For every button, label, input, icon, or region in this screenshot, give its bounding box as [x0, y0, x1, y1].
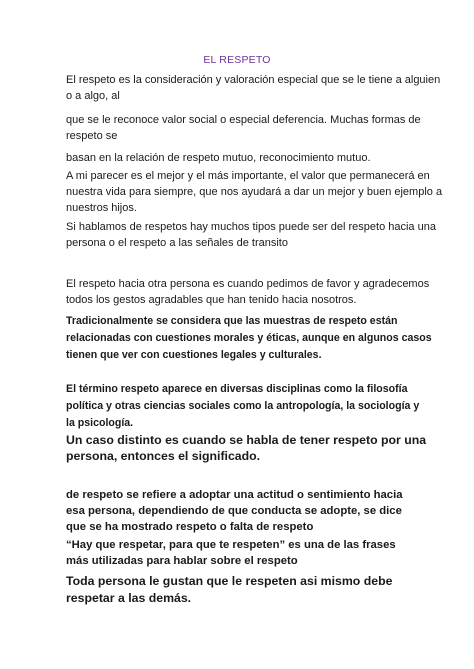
paragraph-line: de respeto se refiere a adoptar una actitud o sentimiento hacia — [66, 489, 403, 501]
paragraph-line: tienen que ver con cuestiones legales y culturales. — [66, 349, 322, 361]
document-title: EL RESPETO — [203, 54, 271, 66]
paragraph-8 — [66, 381, 420, 432]
paragraph-line: El respeto es la consideración y valoración especial que se le tiene a alguien — [66, 74, 441, 86]
paragraph-line: la psicología. — [66, 417, 134, 429]
paragraph-7 — [66, 313, 432, 364]
paragraph-4 — [66, 168, 443, 216]
paragraph-2 — [66, 112, 421, 144]
paragraph-line: basan en la relación de respeto mutuo, reconocimiento mutuo. — [66, 152, 371, 164]
paragraph-line: nuestros hijos. — [66, 202, 137, 214]
paragraph-line: Si hablamos de respetos hay muchos tipos puede ser del respeto hacia una — [66, 221, 436, 233]
paragraph-line: que se ha mostrado respeto o falta de respeto — [66, 521, 314, 533]
paragraph-6 — [66, 276, 430, 308]
paragraph-line: política y otras ciencias sociales como la antropología, la sociología y — [66, 400, 420, 412]
paragraph-3 — [66, 150, 412, 166]
paragraph-line: persona o el respeto a las señales de transito — [66, 237, 288, 249]
paragraph-line: todos los gestos agradables que han tenido hacia nosotros. — [66, 294, 357, 306]
paragraph-line: A mi parecer es el mejor y el más importante, el valor que permanecerá en — [66, 170, 430, 182]
paragraph-line: nuestra vida para siempre, que nos ayudará a dar un mejor y buen ejemplo a — [66, 186, 443, 198]
paragraph-line: El respeto hacia otra persona es cuando pedimos de favor y agradecemos — [66, 278, 430, 290]
paragraph-10 — [66, 487, 412, 535]
paragraph-11 — [66, 537, 412, 569]
paragraph-5 — [66, 219, 436, 251]
paragraph-line: esa persona, dependiendo de que conducta se adopte, se dice — [66, 505, 402, 517]
paragraph-line: respeto se — [66, 130, 118, 142]
paragraph-line: Un caso distinto es cuando se habla de tener respeto por una — [66, 433, 427, 447]
paragraph-line: “Hay que respetar, para que te respeten” es una de las frases — [66, 539, 396, 551]
paragraph-line: El término respeto aparece en diversas disciplinas como la filosofía — [66, 383, 408, 395]
paragraph-line: Tradicionalmente se considera que las muestras de respeto están — [66, 315, 398, 327]
paragraph-line: Toda persona le gustan que le respeten asi mismo debe — [66, 574, 393, 588]
paragraph-line: relacionadas con cuestiones morales y éticas, aunque en algunos casos — [66, 332, 432, 344]
paragraph-line: respetar a las demás. — [66, 591, 192, 605]
paragraph-line: persona, entonces el significado. — [66, 449, 261, 463]
paragraph-line: o a algo, al — [66, 90, 120, 102]
paragraph-line: más utilizadas para hablar sobre el respeto — [66, 555, 298, 567]
paragraph-9 — [66, 432, 427, 464]
paragraph-12 — [66, 573, 412, 607]
paragraph-line: que se le reconoce valor social o especial deferencia. Muchas formas de — [66, 114, 421, 126]
paragraph-1 — [66, 72, 441, 104]
